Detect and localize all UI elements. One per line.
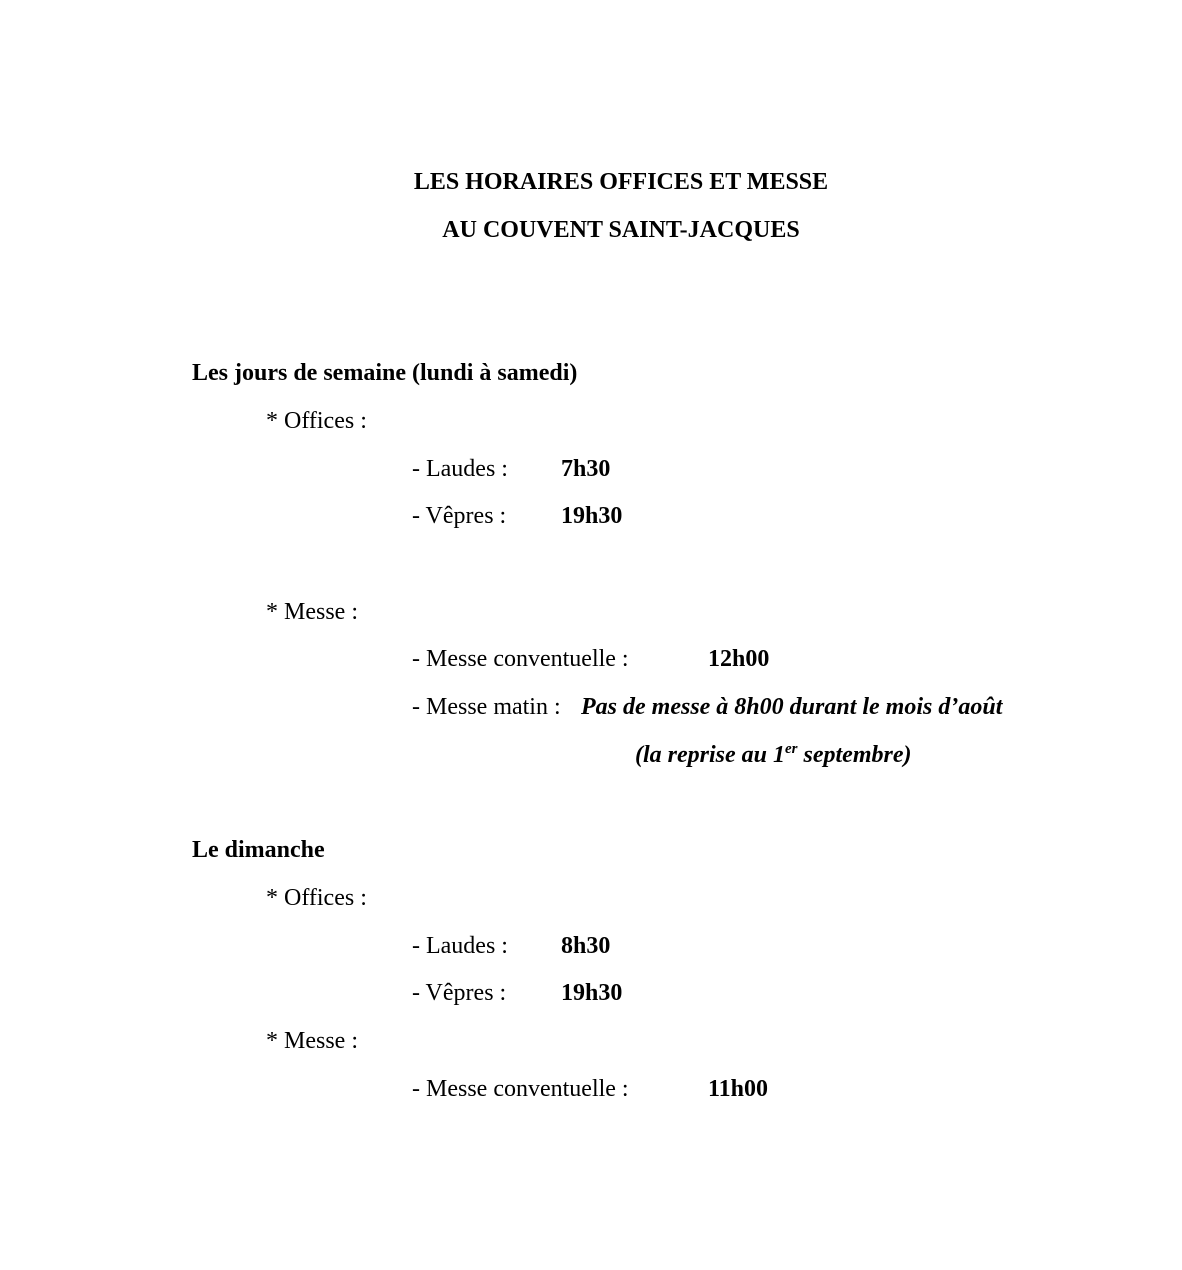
weekdays-vepres-time: 19h30 <box>561 503 623 529</box>
sunday-messe-label: * Messe : <box>266 1028 358 1054</box>
sunday-vepres-time: 19h30 <box>561 980 623 1006</box>
reprise-superscript: er <box>785 741 798 757</box>
sunday-vepres-label: - Vêpres : <box>412 980 507 1006</box>
sunday-laudes-label: - Laudes : <box>412 933 508 959</box>
sunday-laudes-time: 8h30 <box>561 933 611 959</box>
weekdays-conventuelle-time: 12h00 <box>708 646 770 672</box>
weekdays-laudes-label: - Laudes : <box>412 456 508 482</box>
weekdays-matin-label: - Messe matin : <box>412 694 561 720</box>
weekdays-messe-label: * Messe : <box>266 599 358 625</box>
title-line-2: AU COUVENT SAINT-JACQUES <box>442 217 800 243</box>
weekdays-heading: Les jours de semaine (lundi à samedi) <box>192 360 578 386</box>
sunday-conventuelle-time: 11h00 <box>708 1076 769 1102</box>
weekdays-laudes-time: 7h30 <box>561 456 611 482</box>
weekdays-matin-note: Pas de messe à 8h00 durant le mois d’août <box>581 694 1003 720</box>
sunday-heading: Le dimanche <box>192 837 325 863</box>
weekdays-reprise-note <box>635 743 911 767</box>
title-line-1: LES HORAIRES OFFICES ET MESSE <box>413 169 829 195</box>
sunday-offices-label: * Offices : <box>266 885 367 911</box>
reprise-suffix: septembre) <box>797 742 912 768</box>
weekdays-offices-label: * Offices : <box>266 408 367 434</box>
weekdays-vepres-label: - Vêpres : <box>412 503 507 529</box>
weekdays-conventuelle-label: - Messe conventuelle : <box>412 646 629 672</box>
reprise-prefix: (la reprise au 1 <box>635 742 785 768</box>
sunday-conventuelle-label: - Messe conventuelle : <box>412 1076 629 1102</box>
